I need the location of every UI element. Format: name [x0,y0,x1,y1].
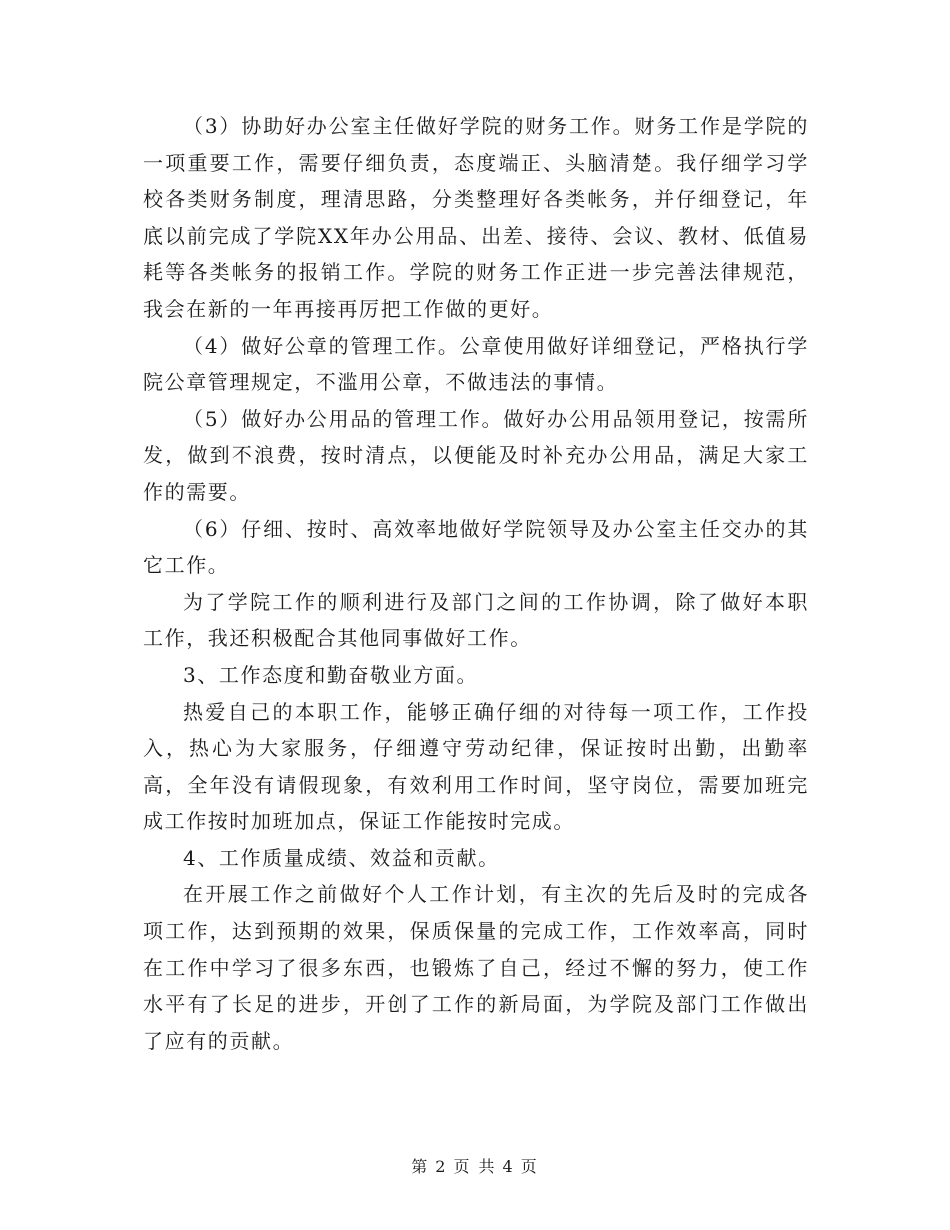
footer-middle: 页 共 [453,1157,497,1176]
footer-page-number: 2 [435,1157,448,1176]
paragraph-work-quality: 在开展工作之前做好个人工作计划，有主次的先后及时的完成各项工作，达到预期的效果，保质保量的完成工作，工作效率高，同时在工作中学习了很多东西，也锻炼了自己，经过不懈的努力，使工作水平有了长足的进步，开创了工作的新局面，为学院及部门工作做出了应有的贡献。 [143,882,809,1053]
footer-prefix: 第 [411,1157,430,1176]
paragraph-seal-management: （4）做好公章的管理工作。公章使用做好详细登记，严格执行学院公章管理规定，不滥用公章，不做违法的事情。 [143,333,809,395]
paragraph-assigned-tasks: （6）仔细、按时、高效率地做好学院领导及办公室主任交办的其它工作。 [143,516,809,578]
paragraph-office-supplies: （5）做好办公用品的管理工作。做好办公用品领用登记，按需所发，做到不浪费，按时清点，以便能及时补充办公用品，满足大家工作的需要。 [143,406,809,504]
section-heading-work-attitude: 3、工作态度和勤奋敬业方面。 [183,662,479,687]
footer-suffix: 页 [520,1157,539,1176]
document-body [143,108,809,1059]
section-heading-work-quality: 4、工作质量成绩、效益和贡献。 [183,845,500,870]
paragraph-work-attitude: 热爱自己的本职工作，能够正确仔细的对待每一项工作，工作投入，热心为大家服务，仔细遵守劳动纪律，保证按时出勤，出勤率高，全年没有请假现象，有效利用工作时间，坚守岗位，需要加班完成工作按时加班加点，保证工作能按时完成。 [143,699,809,834]
paragraph-coordination: 为了学院工作的顺利进行及部门之间的工作协调，除了做好本职工作，我还积极配合其他同事做好工作。 [143,589,809,651]
page-footer [0,1154,950,1177]
paragraph-finance-work: （3）协助好办公室主任做好学院的财务工作。财务工作是学院的一项重要工作，需要仔细负责，态度端正、头脑清楚。我仔细学习学校各类财务制度，理清思路，分类整理好各类帐务，并仔细登记，年底以前完成了学院XX年办公用品、出差、接待、会议、教材、低值易耗等各类帐务的报销工作。学院的财务工作正进一步完善法律规范，我会在新的一年再接再厉把工作做的更好。 [143,114,809,321]
footer-total-pages: 4 [502,1157,515,1176]
